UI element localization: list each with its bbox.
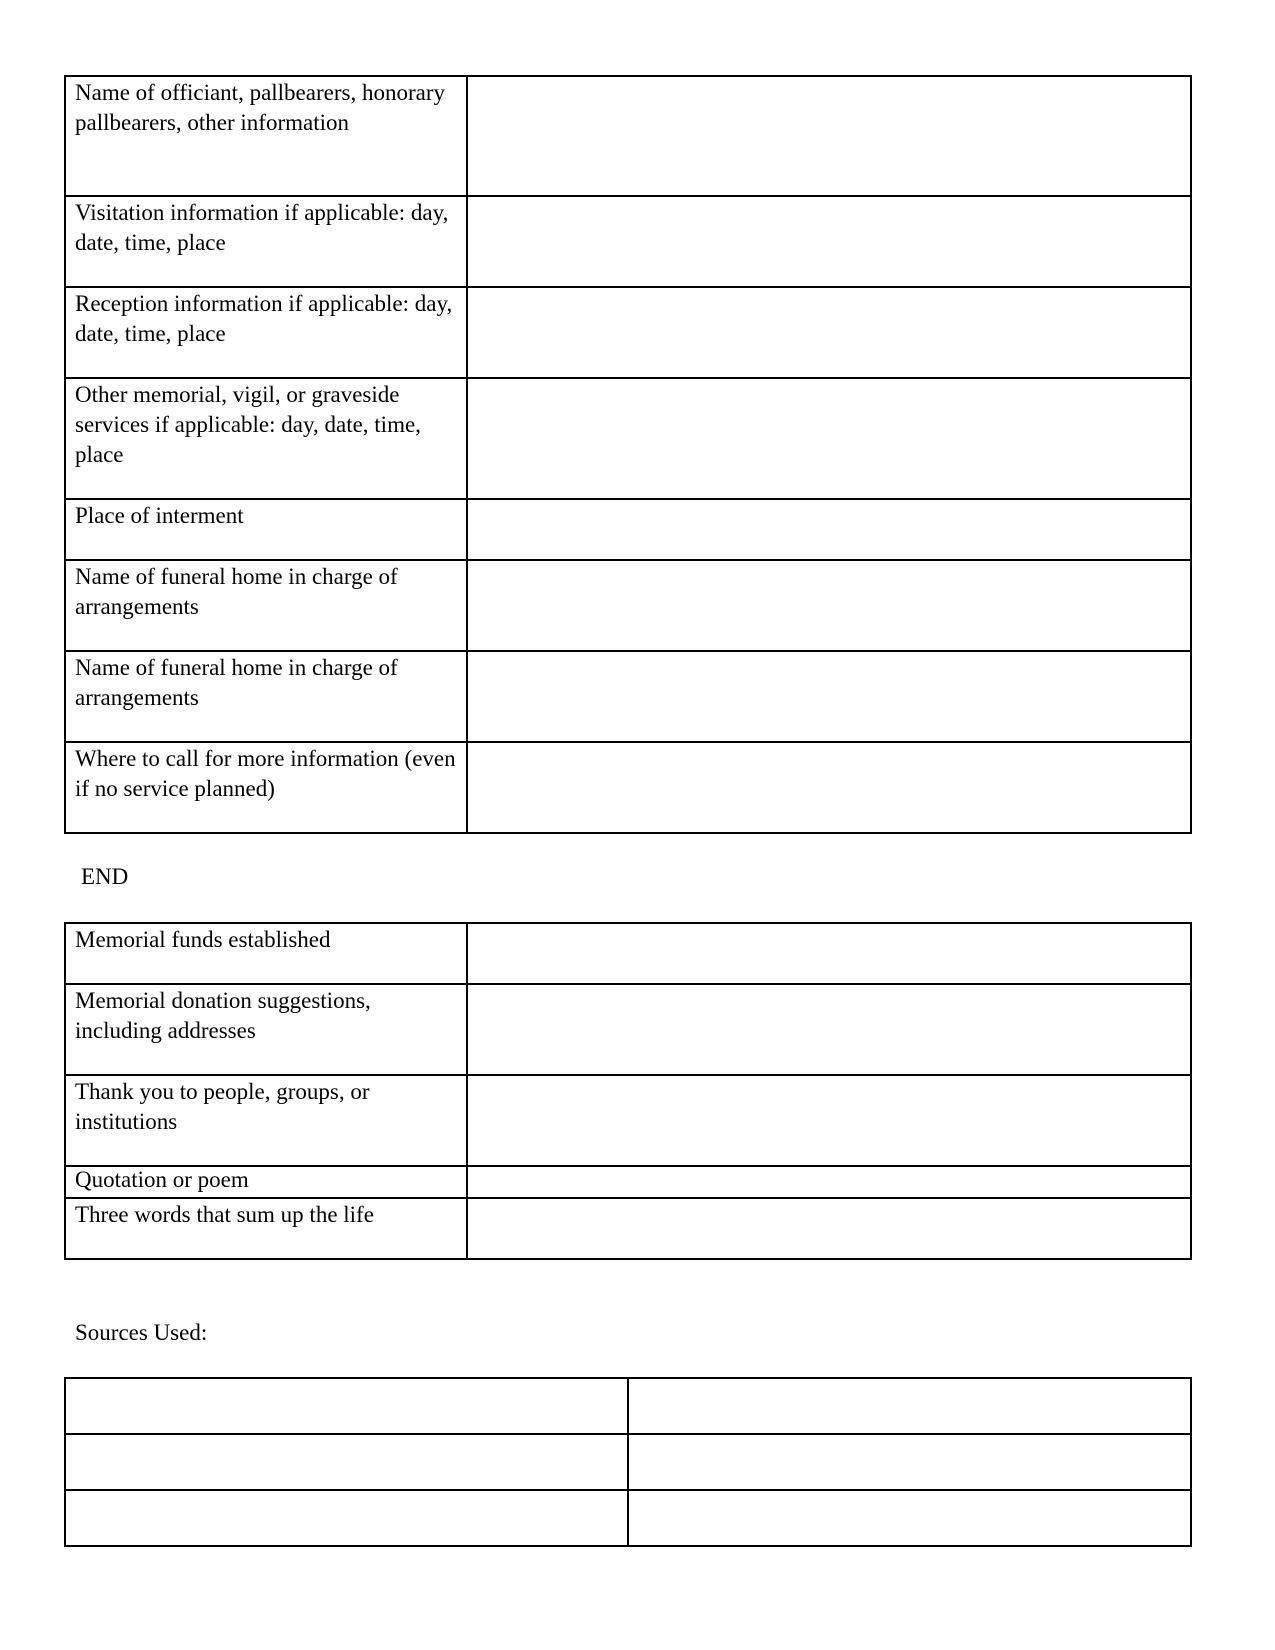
memorial-funds-label: Memorial funds established — [65, 923, 467, 984]
other-services-label: Other memorial, vigil, or graveside services if applicable: day, date, time, place — [65, 378, 467, 499]
funeral-home-label: Name of funeral home in charge of arrangements — [65, 560, 467, 651]
memorial-funds-field[interactable] — [467, 923, 1191, 984]
reception-label: Reception information if applicable: day, date, time, place — [65, 287, 467, 378]
table-row — [65, 984, 1191, 1075]
more-info-field[interactable] — [467, 742, 1191, 833]
source-cell[interactable] — [65, 1434, 628, 1490]
source-cell[interactable] — [628, 1434, 1191, 1490]
source-cell[interactable] — [628, 1378, 1191, 1434]
visitation-field[interactable] — [467, 196, 1191, 287]
thank-you-label: Thank you to people, groups, or institutions — [65, 1075, 467, 1166]
table-row — [65, 1434, 1191, 1490]
three-words-field[interactable] — [467, 1198, 1191, 1259]
funeral-home-field[interactable] — [467, 560, 1191, 651]
reception-field[interactable] — [467, 287, 1191, 378]
table-row — [65, 651, 1191, 742]
officiant-label: Name of officiant, pallbearers, honorary pallbearers, other information — [65, 76, 467, 196]
table-row — [65, 560, 1191, 651]
other-services-field[interactable] — [467, 378, 1191, 499]
table-row — [65, 742, 1191, 833]
funeral-home-field-2[interactable] — [467, 651, 1191, 742]
source-cell[interactable] — [628, 1490, 1191, 1546]
donation-suggestions-field[interactable] — [467, 984, 1191, 1075]
interment-label: Place of interment — [65, 499, 467, 560]
table-row — [65, 196, 1191, 287]
quotation-label: Quotation or poem — [65, 1166, 467, 1198]
table-row — [65, 1378, 1191, 1434]
quotation-field[interactable] — [467, 1166, 1191, 1198]
table-row — [65, 499, 1191, 560]
table-row — [65, 923, 1191, 984]
source-cell[interactable] — [65, 1490, 628, 1546]
table-row — [65, 378, 1191, 499]
table-row — [65, 1075, 1191, 1166]
officiant-field[interactable] — [467, 76, 1191, 196]
table-row — [65, 76, 1191, 196]
three-words-label: Three words that sum up the life — [65, 1198, 467, 1259]
source-cell[interactable] — [65, 1378, 628, 1434]
funeral-home-label-2: Name of funeral home in charge of arrangements — [65, 651, 467, 742]
end-marker: END — [81, 864, 129, 889]
sources-heading: Sources Used: — [75, 1320, 208, 1345]
table-row — [65, 1490, 1191, 1546]
interment-field[interactable] — [467, 499, 1191, 560]
sources-table — [64, 1377, 1192, 1547]
services-table — [64, 75, 1192, 834]
thank-you-field[interactable] — [467, 1075, 1191, 1166]
more-info-label: Where to call for more information (even if no service planned) — [65, 742, 467, 833]
table-row — [65, 287, 1191, 378]
donation-suggestions-label: Memorial donation suggestions, including addresses — [65, 984, 467, 1075]
memorial-table — [64, 922, 1192, 1260]
visitation-label: Visitation information if applicable: day, date, time, place — [65, 196, 467, 287]
table-row — [65, 1198, 1191, 1259]
table-row — [65, 1166, 1191, 1198]
